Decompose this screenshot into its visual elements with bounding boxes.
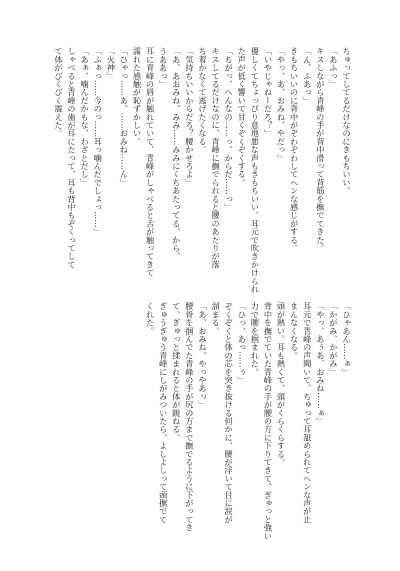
bottom-tier-line: くれた。 [145, 302, 156, 335]
bottom-tier-line: 耳元で青峰の声聞いて、ちゅって耳舐められてヘンな声が止 [302, 302, 313, 524]
top-tier-line: て体がびくびく震えた。 [53, 47, 64, 138]
top-tier-line: キスしながら青峰の手が背中滑って背筋を撫でてきた。 [315, 47, 326, 252]
bottom-tier-line: 「ひゃあん……ぁ」 [342, 302, 352, 376]
bottom-tier-line: 「あ、おみね、やっやあっ」 [197, 302, 208, 409]
top-tier-line: 「あ、あおみね、みみ……みみにくちあたってる、から、 [171, 47, 182, 261]
top-tier-line: 「ひゃっ……あ、……おみね……ん」 [119, 47, 130, 187]
top-tier-line: キスしてるだけなのに、青峰に撫でられると腰のあたりが落 [211, 47, 222, 269]
top-tier-line: 優しくてちょっぴり意地悪な声もきもちいい。耳元で吹きかけられ [250, 47, 261, 293]
bottom-tier-line: 頭が熱い。耳も熱くて、頭がくらくらする。 [276, 302, 287, 466]
top-tier-line: 「いやじゃねーだろ？」 [263, 47, 274, 138]
top-tier-line: 「ん、ふあっ」 [302, 47, 313, 105]
bottom-tier-line: 力で腰を掴まれた。 [250, 302, 261, 376]
top-tier-line: うああっ」 [158, 47, 169, 88]
top-tier-line: ち着かなくて逃げたくなる。 [197, 47, 208, 154]
top-tier-line: 濡れた感触が恥ずかしい。 [132, 47, 143, 146]
bottom-tier-text [143, 302, 353, 550]
top-tier-line: 「気持ちいいからだろ？腰かせろよ」 [184, 47, 195, 187]
bottom-tier-line: 「ひっ、あっ……ぅ」 [237, 302, 248, 384]
bottom-tier-line: 背中を撫でていた青峰の手が腰の方に下りてきて、ぎゅっと強い [263, 302, 274, 540]
bottom-tier-line: 腰骨を掴んでた青峰の手が尻の方まで撫でるように下がってき [184, 302, 195, 532]
top-tier-line: ちゅってしてるだけなのにきもちいい。 [342, 47, 352, 195]
bottom-tier-line: まんなくなる。 [289, 302, 300, 360]
bottom-tier-line: 溜まる。 [211, 302, 222, 335]
bottom-tier-line: て、ぎゅっと揉まれると体が跳ねる。 [171, 302, 182, 442]
top-tier-line: 「ちがっ、へんなの……っ、からだ……っ」 [224, 47, 235, 211]
top-tier-line: 「あぁ、噛んだかもな、わざとだし」 [80, 47, 91, 187]
top-tier-line: 「火神」 [106, 47, 117, 80]
bottom-tier-line: ぎゅうぎゅう青峰にしがみついたら、よしよしって頭撫でて [158, 302, 169, 524]
bottom-tier-line: ぞくぞくと体の芯を突き抜ける何かに、腰が浮いて目に涙が [224, 302, 235, 524]
top-tier-line: た声が低く響いて甘くぞくぞくする。 [237, 47, 248, 187]
bottom-tier-line: 「やっ、あぅあ、おみね……ぁ」 [315, 302, 326, 425]
top-tier-line: 「ふぁっ……今のっ……耳っ噛んだでしょっ……」 [93, 47, 104, 236]
top-tier-line: 耳に青峰の唇が触れていて、青峰がしゃべると舌が触ってきて [145, 47, 156, 277]
top-tier-text [51, 47, 353, 295]
top-tier-line: きもちいいのに背中がぞわぞわしてヘンな感じがする。 [289, 47, 300, 252]
top-tier-line: 「やっ、あ、おみね、やだっ」 [276, 47, 287, 162]
top-tier-line: しゃべると青峰の歯が耳にたって、耳も背中もぞくってして [67, 47, 78, 269]
bottom-tier-line: 「かがみ、かがみ」 [328, 302, 339, 376]
top-tier-line: 「あふっ」 [328, 47, 339, 88]
